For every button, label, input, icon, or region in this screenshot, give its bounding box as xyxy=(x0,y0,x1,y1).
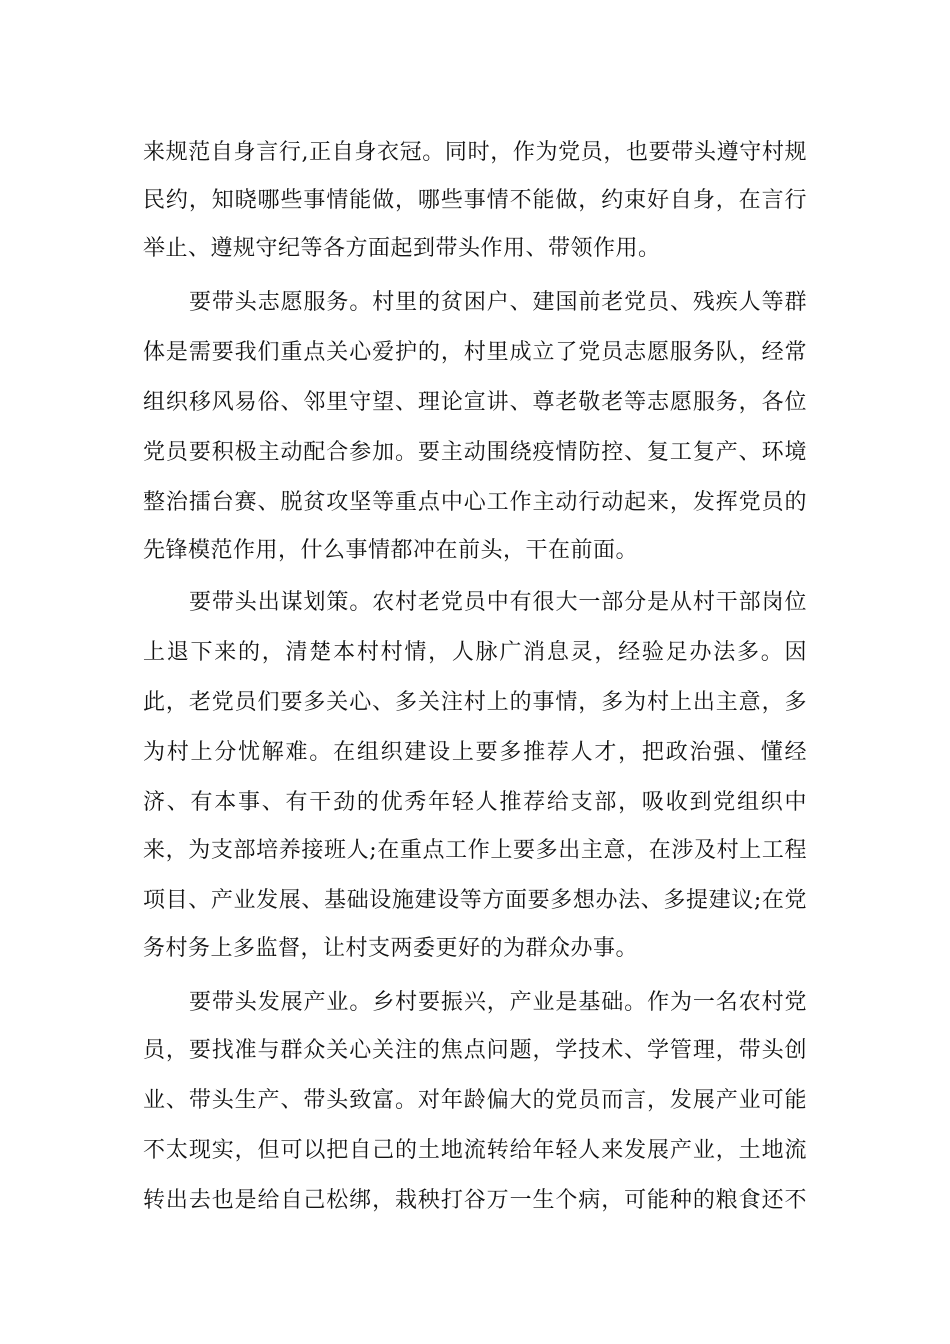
paragraph-4-line-2: 员，要找准与群众关心关注的焦点问题，学技术、学管理，带头创 xyxy=(143,1038,807,1063)
paragraph-4-line-3: 业、带头生产、带头致富。对年龄偏大的党员而言，发展产业可能 xyxy=(143,1088,807,1113)
paragraph-3-line-8: 务村务上多监督，让村支两委更好的为群众办事。 xyxy=(143,936,639,961)
paragraph-2-line-2: 体是需要我们重点关心爱护的，村里成立了党员志愿服务队，经常 xyxy=(143,340,807,365)
paragraph-3-line-6: 来，为支部培养接班人;在重点工作上要多出主意，在涉及村上工程 xyxy=(143,838,807,863)
paragraph-2-line-1: 要带头志愿服务。村里的贫困户、建国前老党员、残疾人等群 xyxy=(189,290,807,315)
paragraph-3-line-5: 济、有本事、有干劲的优秀年轻人推荐给支部，吸收到党组织中 xyxy=(143,790,807,815)
paragraph-3-line-2: 上退下来的，清楚本村村情，人脉广消息灵，经验足办法多。因 xyxy=(143,640,807,665)
paragraph-4-line-1: 要带头发展产业。乡村要振兴，产业是基础。作为一名农村党 xyxy=(189,990,807,1015)
paragraph-2-line-4: 党员要积极主动配合参加。要主动围绕疫情防控、复工复产、环境 xyxy=(143,440,807,465)
paragraph-4-line-4: 不太现实，但可以把自己的土地流转给年轻人来发展产业，土地流 xyxy=(143,1138,807,1163)
paragraph-2-line-3: 组织移风易俗、邻里守望、理论宣讲、尊老敬老等志愿服务，各位 xyxy=(143,390,807,415)
paragraph-1-line-3: 举止、遵规守纪等各方面起到带头作用、带领作用。 xyxy=(143,236,661,261)
paragraph-2-line-5: 整治擂台赛、脱贫攻坚等重点中心工作主动行动起来，发挥党员的 xyxy=(143,490,807,515)
paragraph-3-line-7: 项目、产业发展、基础设施建设等方面要多想办法、多提建议;在党 xyxy=(143,888,807,913)
paragraph-1-line-2: 民约，知晓哪些事情能做，哪些事情不能做，约束好自身，在言行 xyxy=(143,188,807,213)
paragraph-4-line-5: 转出去也是给自己松绑，栽秧打谷万一生个病，可能种的粮食还不 xyxy=(143,1188,807,1213)
paragraph-3-line-4: 为村上分忧解难。在组织建设上要多推荐人才，把政治强、懂经 xyxy=(143,740,807,765)
paragraph-3-line-1: 要带头出谋划策。农村老党员中有很大一部分是从村干部岗位 xyxy=(189,590,807,615)
paragraph-2-line-6: 先锋模范作用，什么事情都冲在前头，干在前面。 xyxy=(143,538,639,563)
paragraph-3-line-3: 此，老党员们要多关心、多关注村上的事情，多为村上出主意，多 xyxy=(143,690,807,715)
paragraph-1-line-1: 来规范自身言行,正自身衣冠。同时，作为党员，也要带头遵守村规 xyxy=(143,140,807,165)
